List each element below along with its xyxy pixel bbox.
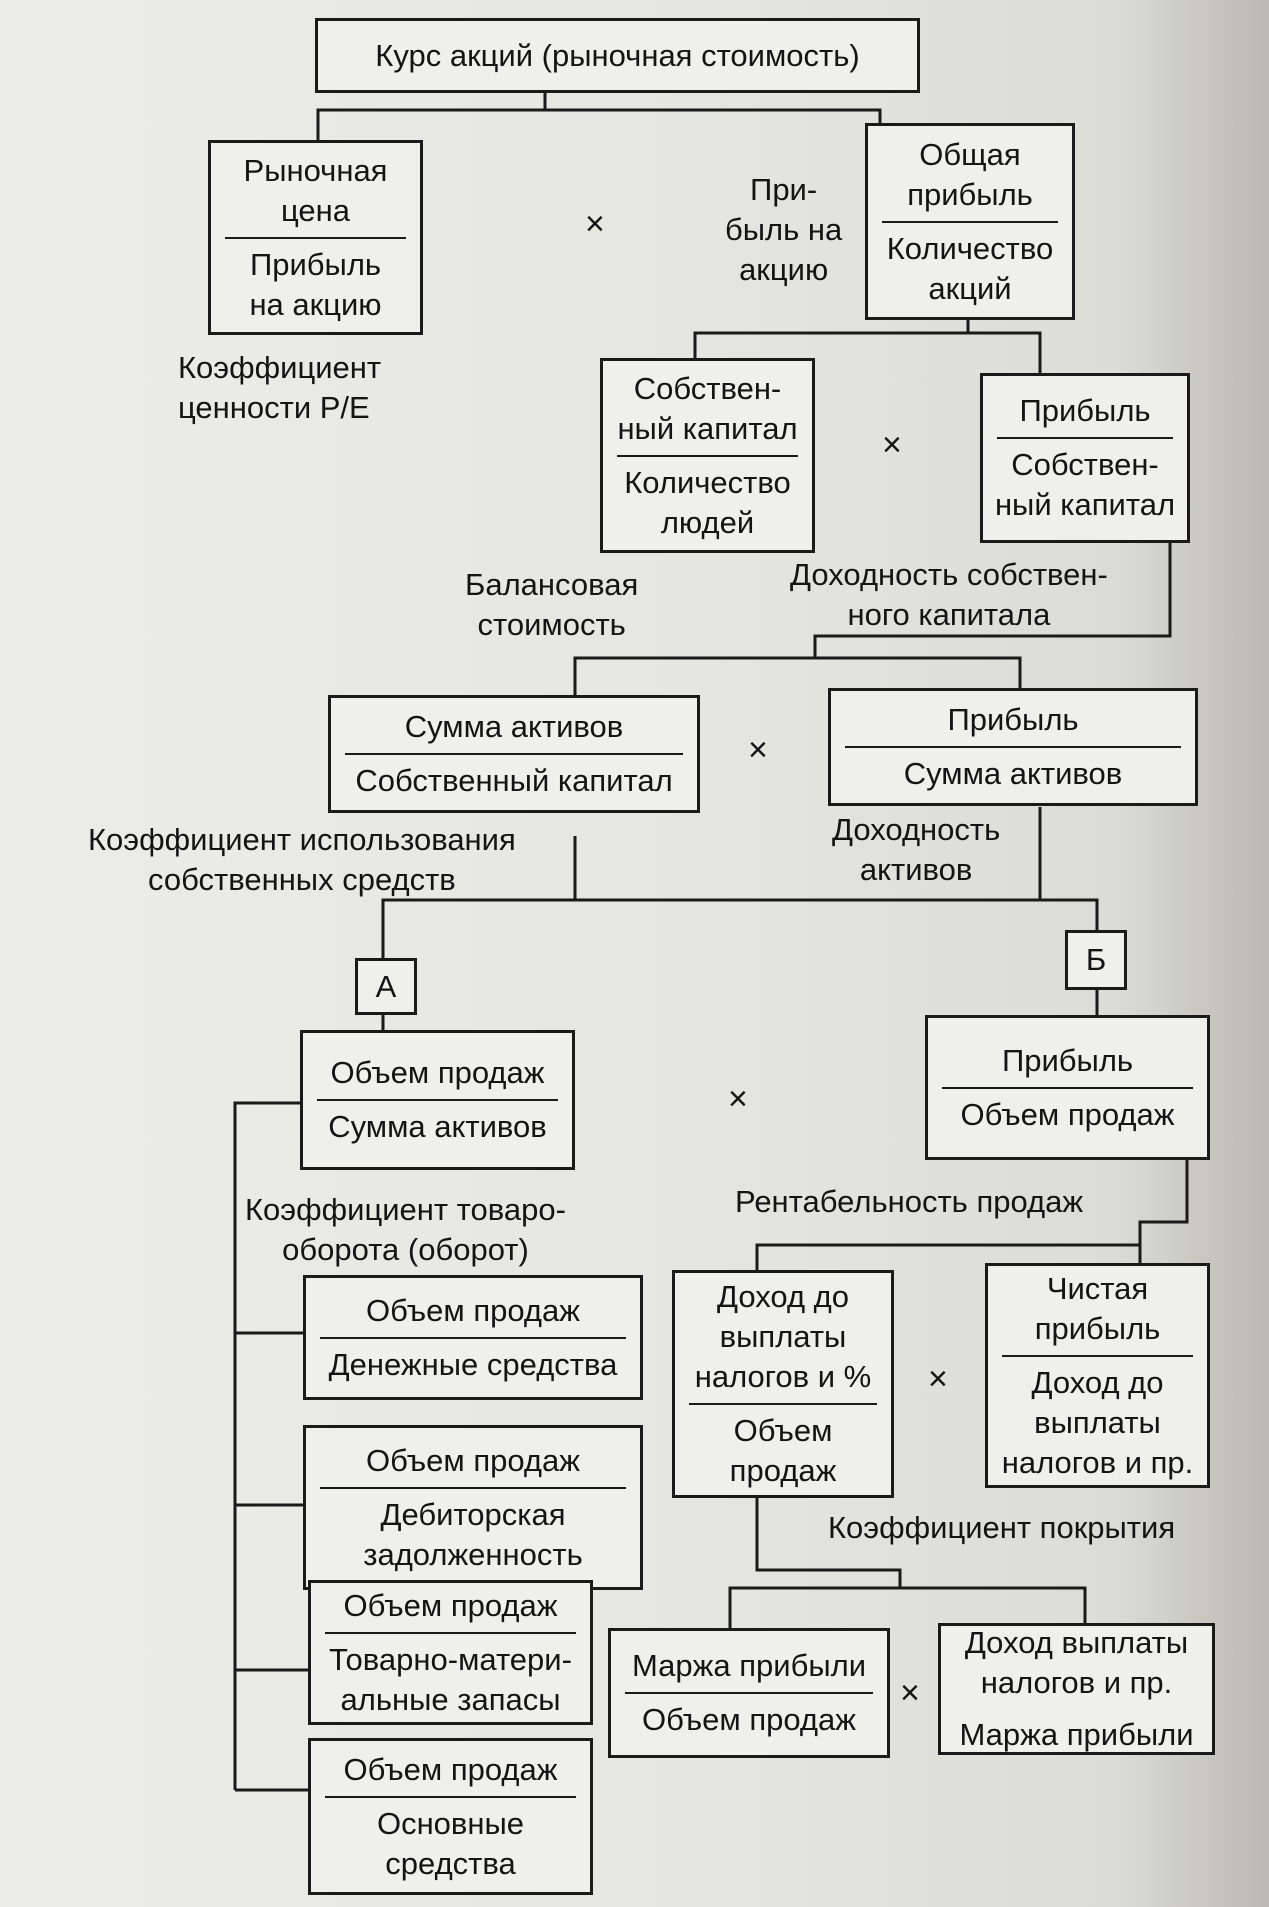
fixed-assets-ratio-numerator: Объем продаж [343,1751,558,1787]
link-eps-to-book [695,320,968,358]
pretax-income-denominator: Объем продаж [729,1413,837,1488]
fraction-line [317,1099,558,1101]
inventory-ratio-numerator: Объем продаж [343,1587,558,1623]
multiply-sign: × [882,426,902,464]
fraction-line [345,753,683,755]
profit-margin-denominator: Объем продаж [641,1702,857,1737]
roa-denominator: Сумма активов [903,756,1123,791]
fraction-line [225,237,406,239]
fraction-line [689,1403,877,1405]
roa-box [828,688,1198,806]
fraction-line [617,455,798,457]
eps-box [865,123,1075,320]
book-value-label: Балансовая стоимость [465,567,639,642]
pe-numerator: Рыночная цена [243,152,388,228]
roa-numerator: Прибыль [947,702,1079,737]
return-on-sales-box [925,1015,1210,1160]
fraction-line [320,1487,626,1489]
branch-b-marker [1065,930,1127,990]
fixed-assets-ratio-denominator: Основные средства [376,1805,525,1881]
fraction-line [997,437,1173,439]
inventory-ratio-denominator: Товарно-матери- альные запасы [329,1641,572,1717]
link-pretax-to-coverage [900,1588,1085,1623]
fraction-line [325,1796,576,1798]
equity-multiplier-label: Коэффициент использования собственных средств [88,822,516,897]
link-eps-to-roe [968,333,1040,373]
pe-ratio-box [208,140,423,335]
roe-numerator: Прибыль [1019,393,1151,428]
coverage-ratio-label: Коэффициент покрытия [828,1510,1176,1545]
profit-margin-box [608,1628,890,1758]
multiply-sign: × [748,731,768,769]
asset-turnover-box [300,1030,575,1170]
multiply-sign: × [928,1360,948,1398]
asset-turnover-numerator: Объем продаж [330,1055,545,1090]
book-value-numerator: Собствен- ный капитал [617,370,798,446]
book-value-denominator: Количество людей [624,464,791,540]
link-split-to-a [383,900,575,958]
inventory-ratio-box [308,1580,593,1725]
return-on-sales-denominator: Объем продаж [960,1096,1175,1132]
fraction-line [1002,1355,1193,1357]
asset-turnover-denominator: Сумма активов [328,1109,547,1144]
return-on-sales-label: Рентабельность продаж [735,1184,1084,1219]
roe-denominator: Собствен- ный капитал [994,447,1176,522]
coverage-numerator: Доход выплаты налогов и пр. [964,1625,1189,1700]
pe-ratio-label: Коэффициент ценности P/E [178,350,382,425]
profit-margin-numerator: Маржа прибыли [631,1648,867,1683]
equity-multiplier-box [328,695,700,813]
equity-multiplier-numerator: Сумма активов [404,709,624,744]
roe-box [980,373,1190,543]
receivables-ratio-denominator: Дебиторская задолженность [363,1496,583,1572]
fraction-line [320,1337,626,1339]
net-income-box [985,1263,1210,1488]
eps-label: При- быль на акцию [725,172,843,287]
branch-a-label: А [375,968,397,1004]
fraction-line [942,1087,1193,1089]
pretax-income-box [672,1270,894,1498]
branch-b-label: Б [1085,942,1107,977]
coverage-box [938,1623,1215,1755]
fraction-line [845,746,1181,748]
share-price-box [315,18,920,93]
book-value-box [600,358,815,553]
fraction-line [325,1632,576,1634]
eps-numerator: Общая прибыль [907,136,1033,212]
multiply-sign: × [728,1080,748,1118]
cash-ratio-denominator: Денежные средства [328,1346,618,1382]
return-on-sales-numerator: Прибыль [1001,1042,1134,1078]
link-split-to-b [1040,900,1097,930]
net-income-denominator: Доход до выплаты налогов и пр. [1001,1364,1194,1480]
pe-denominator: Прибыль на акцию [249,246,382,322]
receivables-ratio-box [303,1425,643,1590]
cash-ratio-numerator: Объем продаж [365,1292,581,1328]
fixed-assets-ratio-box [308,1738,593,1895]
share-price-title: Курс акций (рыночная стоимость) [375,37,860,73]
coverage-denominator: Маржа прибыли [959,1717,1194,1752]
link-top-to-eps [545,110,880,123]
fraction-line [882,221,1058,223]
receivables-ratio-numerator: Объем продаж [365,1442,581,1478]
net-income-numerator: Чистая прибыль [1034,1270,1161,1346]
link-roe-to-roa [815,658,1020,688]
cash-ratio-box [303,1275,643,1400]
fraction-line [625,1692,873,1694]
asset-turnover-label: Коэффициент товаро- оборота (оборот) [245,1192,566,1267]
eps-denominator: Количество акций [886,230,1054,306]
multiply-sign: × [585,205,605,243]
roe-label: Доходность собствен- ного капитала [790,557,1108,632]
pretax-income-numerator: Доход до выплаты налогов и % [694,1279,872,1394]
branch-a-marker [355,958,417,1015]
equity-multiplier-denominator: Собственный капитал [355,763,673,798]
roa-label: Доходность активов [832,812,1001,887]
multiply-sign: × [900,1674,920,1712]
